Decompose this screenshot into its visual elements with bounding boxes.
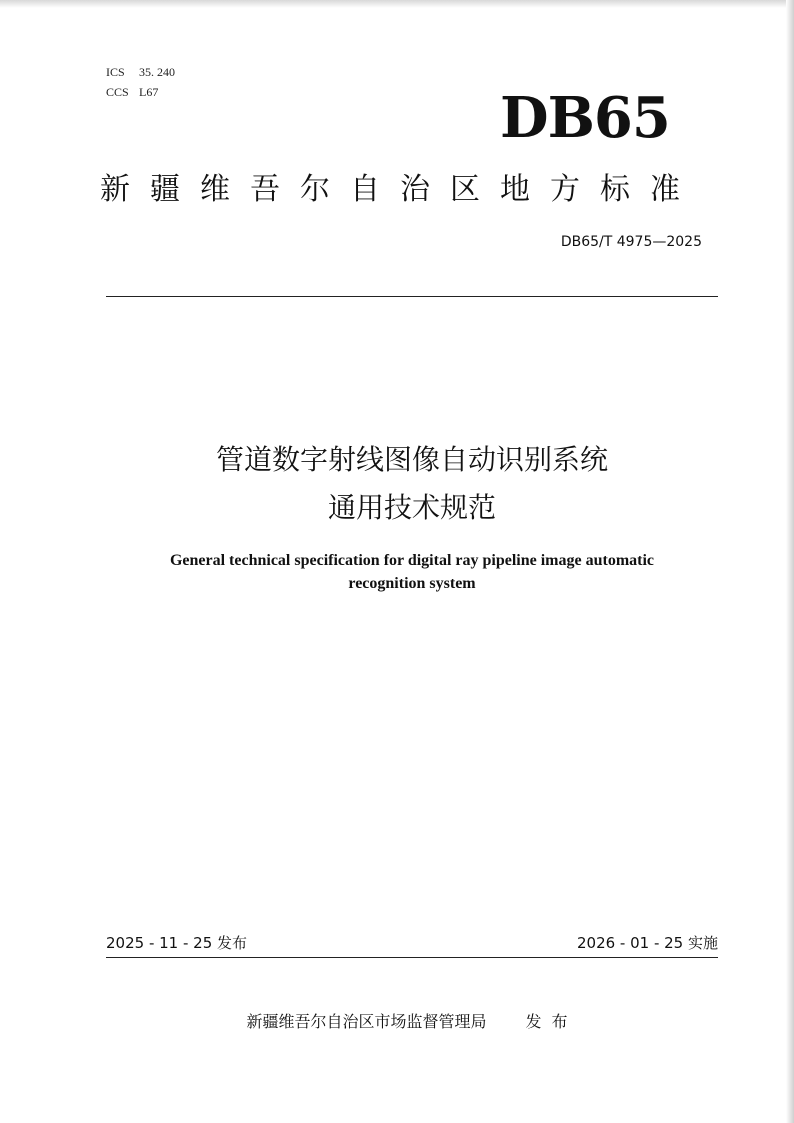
- ccs-value: L67: [139, 85, 159, 99]
- ics-value: 35. 240: [139, 65, 175, 79]
- scan-edge-right: [786, 0, 794, 1123]
- standard-type-title: 新疆维吾尔自治区地方标准: [100, 172, 700, 207]
- chinese-title: [106, 436, 718, 532]
- english-title-line-2: recognition system: [348, 575, 476, 592]
- bottom-divider: [106, 957, 718, 958]
- publisher-name: 新疆维吾尔自治区市场监督管理局: [246, 1012, 487, 1031]
- ics-label: ICS: [106, 65, 125, 79]
- publisher-line: [106, 1010, 718, 1034]
- standard-number: DB65/T 4975—2025: [560, 234, 702, 250]
- ics-code: [106, 62, 175, 82]
- scan-edge-top: [0, 0, 794, 8]
- english-title-line-1: General technical specification for digital ray pipeline image automatic: [169, 552, 655, 569]
- publisher-verb: 发布: [525, 1012, 578, 1031]
- chinese-title-line-1: 管道数字射线图像自动识别系统: [215, 443, 608, 476]
- issue-date: 2025 - 11 - 25 发布: [106, 934, 248, 952]
- chinese-title-line-2: 通用技术规范: [327, 491, 496, 524]
- ccs-code: [106, 82, 175, 102]
- classification-codes: [106, 62, 175, 102]
- db65-logo: DB65: [500, 85, 670, 151]
- implementation-date: 2026 - 01 - 25 实施: [576, 934, 718, 952]
- ccs-label: CCS: [106, 85, 129, 99]
- english-title: [106, 549, 718, 595]
- top-divider: [106, 296, 718, 297]
